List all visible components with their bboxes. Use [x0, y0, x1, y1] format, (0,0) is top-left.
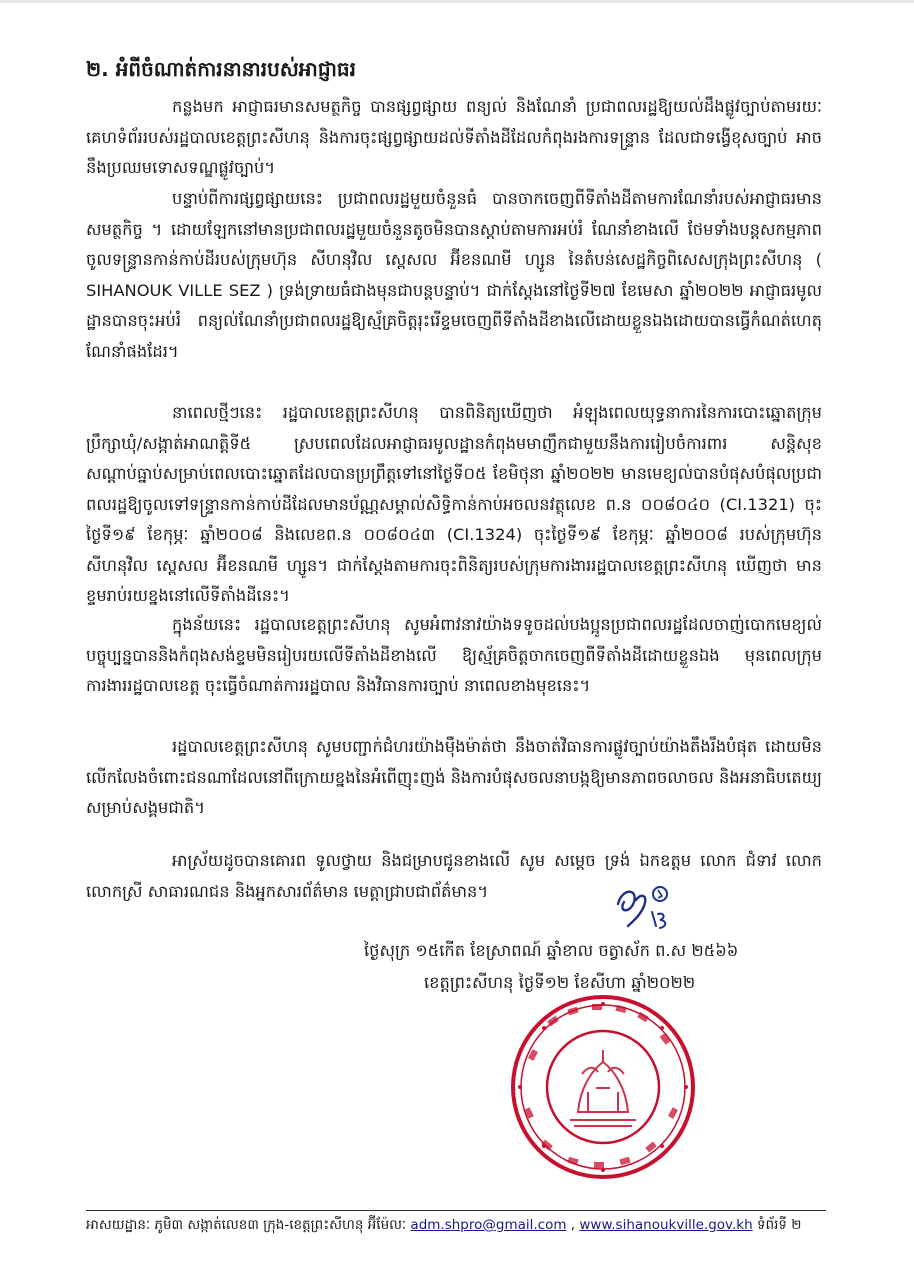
- top-border: [0, 0, 914, 3]
- paragraph-3: [86, 398, 822, 612]
- paragraph-5: [86, 732, 822, 824]
- paragraph-1-text: កន្លងមក អាជ្ញាធរមានសមត្ថកិច្ច បានផ្សព្វផ្សាយ ពន្យល់ និងណែនាំ ប្រជាពលរដ្ឋឱ្យយល់ដឹងផ្លូវច្បាប់តាមរយៈគេហទំព័ររបស់រដ្ឋបាលខេត្តព្រះសីហនុ និងការចុះផ្សព្វផ្សាយដល់ទីតាំងដីដែលកំពុងរងការទន្ទ្រាន ដែលជាទង្វើខុសច្បាប់ អាចនឹងប្រឈមទោសទណ្ឌផ្លូវច្បាប់។: [86, 97, 822, 177]
- footer-website-link[interactable]: www.sihanoukville.gov.kh: [579, 1217, 753, 1233]
- paragraph-5-text: រដ្ឋបាលខេត្តព្រះសីហនុ សូមបញ្ជាក់ជំហរយ៉ាងម៉ឺងម៉ាត់ថា នឹងចាត់វិធានការផ្លូវច្បាប់យ៉ាងតឹងរឹងបំផុត ដោយមិនលើកលែងចំពោះជនណាដែលនៅពីក្រោយខ្នងនៃអំពើញុះញង់ និងការបំផុសចលនាបង្កឱ្យមានភាពចលាចល និងអនាធិបតេយ្យសម្រាប់សង្គមជាតិ។: [86, 737, 823, 817]
- paragraph-1: [86, 92, 822, 184]
- date-lunar: ថ្ងៃសុក្រ ១៥កើត ខែស្រាពណ៍ ឆ្នាំខាល ចត្វាស័ក ព.ស ២៥៦៦: [364, 941, 739, 960]
- paragraph-6: [86, 846, 822, 907]
- official-seal: [508, 992, 698, 1182]
- handwritten-initials: [612, 882, 682, 934]
- footer-separator: ,: [566, 1217, 580, 1233]
- paragraph-3-text: នាពេលថ្មីៗនេះ រដ្ឋបាលខេត្តព្រះសីហនុ បានពិនិត្យឃើញថា អំឡុងពេលយុទ្ធនាការនៃការបោះឆ្នោតក្រុមប្រឹក្សាឃុំ/សង្កាត់អាណត្តិទី៥ ស្របពេលដែលអាជ្ញាធរមូលដ្ឋានកំពុងមមាញឹកជាមួយនឹងការរៀបចំការពារ សន្តិសុខ សណ្តាប់ធ្នាប់សម្រាប់ពេលបោះឆ្នោតដែលបានប្រព្រឹត្តទៅនៅថ្ងៃទី០៥ ខែមិថុនា ឆ្នាំ២០២២ មានមេខ្យល់បានបំផុសបំផុលប្រជាពលរដ្ឋឱ្យចូលទៅទន្ទ្រានកាន់កាប់ដីដែលមានប័ណ្ណសម្គាល់សិទ្ធិកាន់កាប់អចលនវត្ថុលេខ ព.ន ០០៨០៤០ (CI.1321) ចុះថ្ងៃទី១៩ ខែកុម្ភៈ ឆ្នាំ២០០៨ និងលេខព.ន ០០៨០៤៣ (CI.1324) ចុះថ្ងៃទី១៩ ខែកុម្ភៈ ឆ្នាំ២០០៨ របស់ក្រុមហ៊ុន សីហនុវិល ស្ពេសល អ៊ីខនណមី ហ្សូន។ ជាក់ស្តែងតាមការចុះពិនិត្យរបស់ក្រុមការងាររដ្ឋបាលខេត្តព្រះសីហនុ ឃើញថា មានខ្ទមរាប់រយខ្នងនៅលើទីតាំងដីនេះ។: [86, 403, 822, 605]
- paragraph-4-text: ក្នុងន័យនេះ រដ្ឋបាលខេត្តព្រះសីហនុ សូមអំពាវនាវយ៉ាងទទូចដល់បងប្អូនប្រជាពលរដ្ឋដែលចាញ់បោកមេខ្យល់ បច្ចុប្បន្នបាននិងកំពុងសង់ខ្ទមមិនរៀបរយលើទីតាំងដីខាងលើ ឱ្យស្ម័គ្រចិត្តចាកចេញពីទីតាំងដីដោយខ្លួនឯង មុនពេលក្រុមការងាររដ្ឋបាលខេត្ត ចុះធ្វើចំណាត់ការរដ្ឋបាល និងវិធានការច្បាប់ នាពេលខាងមុខនេះ។: [86, 615, 822, 695]
- date-solar: ខេត្តព្រះសីហនុ ថ្ងៃទី១២ ខែសីហា ឆ្នាំ២០២២: [424, 973, 696, 992]
- footer-page-label: ទំព័រទី ២: [756, 1217, 802, 1233]
- paragraph-6-text: អាស្រ័យដូចបានគោរព ទូលថ្វាយ និងជម្រាបជូនខាងលើ សូម សម្តេច ទ្រង់ ឯកឧត្តម លោក ជំទាវ លោក លោកស្រី សាធារណជន និងអ្នកសារព័ត៌មាន មេត្តាជ្រាបជាព័ត៌មាន។: [86, 851, 822, 901]
- paragraph-2: [86, 184, 822, 367]
- section-heading: ២. អំពីចំណាត់ការនានារបស់អាជ្ញាធរ: [86, 57, 356, 81]
- paragraph-4: [86, 610, 822, 702]
- footer-divider: [86, 1210, 826, 1211]
- paragraph-2-text: បន្ទាប់ពីការផ្សព្វផ្សាយនេះ ប្រជាពលរដ្ឋមួយចំនួនធំ បានចាកចេញពីទីតាំងដីតាមការណែនាំរបស់អាជ្ញាធរមានសមត្ថកិច្ច ។ ដោយឡែកនៅមានប្រជាពលរដ្ឋមួយចំនួនតូចមិនបានស្តាប់តាមការអប់រំ ណែនាំខាងលើ ថែមទាំងបន្តសកម្មភាពចូលទន្ទ្រានកាន់កាប់ដីរបស់ក្រុមហ៊ុន សីហនុវិល ស្ពេសល អ៊ីខនណមី ហ្សូន នៃតំបន់សេដ្ឋកិច្ចពិសេសក្រុងព្រះសីហនុ ( SIHANOUK VILLE SEZ ) ទ្រង់ទ្រាយធំជាងមុនជាបន្តបន្ទាប់។ ជាក់ស្តែងនៅថ្ងៃទី២៧ ខែមេសា ឆ្នាំ២០២២ អាជ្ញាធរមូលដ្ឋានបានចុះអប់រំ ពន្យល់ណែនាំប្រជាពលរដ្ឋឱ្យស្ម័គ្រចិត្តរុះរើខ្ទមចេញពីទីតាំងដីខាងលើដោយខ្លួនឯងដោយបានធ្វើកំណត់ហេតុណែនាំផងដែរ។: [86, 189, 822, 361]
- footer-address: អាសយដ្ឋានៈ ភូមិ៣ សង្កាត់លេខ៣ ក្រុង-ខេត្តព្រះសីហនុ អ៊ីម៉ែលៈ: [86, 1217, 407, 1233]
- footer-email-link[interactable]: adm.shpro@gmail.com: [410, 1217, 567, 1233]
- footer: [86, 1214, 836, 1236]
